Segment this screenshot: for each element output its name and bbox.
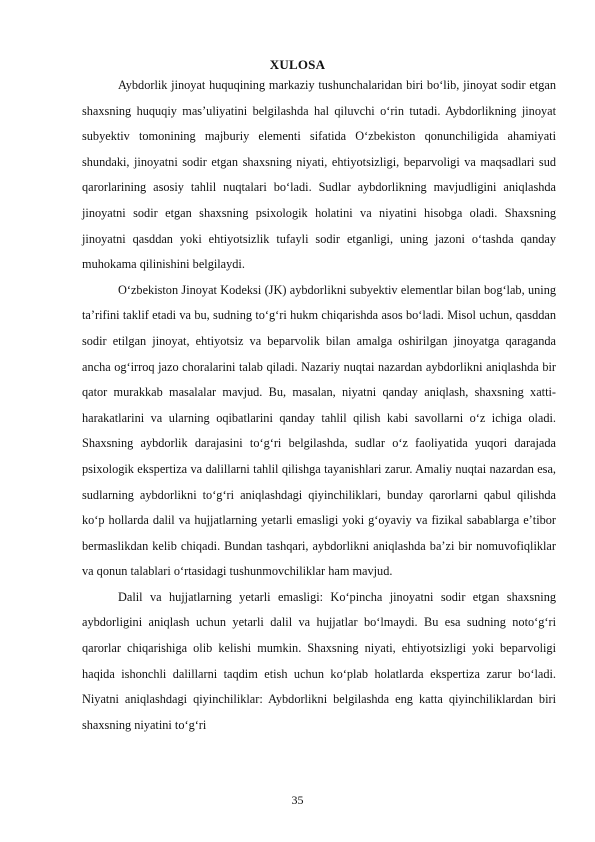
page-number: 35 <box>291 793 304 807</box>
body-text <box>82 73 556 738</box>
page-title: XULOSA <box>269 57 326 72</box>
paragraph-1: Aybdorlik jinoyat huquqining markaziy tushunchalaridan biri boʻlib, jinoyat sodir etgan shaxsning huquqiy masʼuliyatini belgilashda hal qiluvchi oʻrin tutadi. Aybdorlikning jinoyat subyektiv tomonining majburiy elementi sifatida Oʻzbekiston qonunchiligida ahamiyati shundaki, jinoyatni sodir etgan shaxsning niyati, ehtiyotsizligi, beparvoligi va maqsadlari sud qarorlarining asosiy tahlil nuqtalari boʻladi. Sudlar aybdorlikning mavjudligini aniqlashda jinoyatni sodir etgan shaxsning psixologik holatini va niyatini hisobga oladi. Shaxsning jinoyatni qasddan yoki ehtiyotsizlik tufayli sodir etganligi, uning jazoni oʻtashda qanday muhokama qilinishini belgilaydi. <box>82 78 556 272</box>
paragraph-3: Dalil va hujjatlarning yetarli emasligi: Koʻpincha jinoyatni sodir etgan shaxsning aybdorligini aniqlash uchun yetarli dalil va hujjatlar boʻlmaydi. Bu esa sudning notoʻgʻri qarorlar chiqarishiga olib kelishi mumkin. Shaxsning niyati, ehtiyotsizligi yoki beparvoligi haqida ishonchli dalillarni taqdim etish uchun koʻplab holatlarda ekspertiza zarur boʻladi. Niyatni aniqlashdagi qiyinchiliklar: Aybdorlikni belgilashda eng katta qiyinchiliklardan biri shaxsning niyatini toʻgʻri <box>82 589 556 732</box>
paragraph-2: Oʻzbekiston Jinoyat Kodeksi (JK) aybdorlikni subyektiv elementlar bilan bogʻlab, uning taʼrifini taklif etadi va bu, sudning toʻgʻri hukm chiqarishda asos boʻladi. Misol uchun, qasddan sodir etilgan jinoyat, ehtiyotsiz va beparvolik bilan amalga oshirilgan jinoyatga qaraganda ancha ogʻirroq jazo choralarini talab qiladi. Nazariy nuqtai nazardan aybdorlikni aniqlashda bir qator murakkab masalalar mavjud. Bu, masalan, niyatni qanday aniqlash, shaxsning xatti-harakatlarini va ularning oqibatlarini qanday tahlil qilish kabi savollarni oʻz ichiga oladi. Shaxsning aybdorlik darajasini toʻgʻri belgilashda, sudlar oʻz faoliyatida yuqori darajada psixologik ekspertiza va dalillarni tahlil qilishga tayanishlari zarur. Amaliy nuqtai nazardan esa, sudlarning aybdorlikni toʻgʻri aniqlashdagi qiyinchiliklari, bunday qarorlarni qabul qilishda koʻp hollarda dalil va hujjatlarning yetarli emasligi yoki gʻoyaviy va fizikal sabablarga eʼtibor bermaslikdan kelib chiqadi. Bundan tashqari, aybdorlikni aniqlashda baʼzi bir nomuvofiqliklar va qonun talablari oʻrtasidagi tushunmovchiliklar ham mavjud. <box>82 282 556 579</box>
